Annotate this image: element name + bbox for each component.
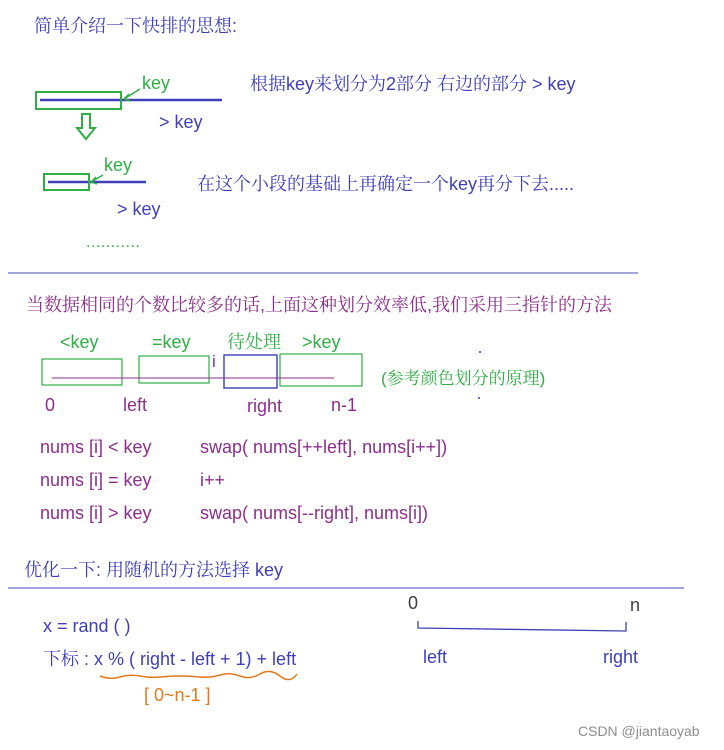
ellipsis: ...........	[86, 234, 141, 251]
key-label-mid: key	[104, 155, 133, 175]
key-label-top: key	[142, 73, 171, 93]
axis-end-bottom: right	[603, 647, 639, 667]
rand-line: x = rand ( )	[43, 616, 131, 636]
index-zero: 0	[45, 395, 56, 415]
region-gt-box	[280, 354, 362, 386]
desc-mid: 在这个小段的基础上再确定一个key再分下去.....	[197, 174, 575, 194]
region-lt-box	[42, 359, 122, 385]
axis-end-top: n	[630, 595, 641, 615]
color-partition-note: (参考颜色划分的原理)	[381, 369, 546, 388]
page-title: 简单介绍一下快排的思想:	[34, 16, 237, 36]
random-heading: 优化一下: 用随机的方法选择 key	[24, 560, 284, 580]
watermark: CSDN @jiantaoyab	[578, 723, 700, 739]
index-n1: n-1	[331, 395, 358, 415]
down-arrow-icon	[77, 114, 95, 139]
gt-key-label-top: > key	[159, 112, 203, 132]
desc-top: 根据key来划分为2部分 右边的部分 > key	[250, 74, 576, 94]
rule-action: swap( nums[++left], nums[i++])	[200, 437, 448, 457]
rule-action: i++	[200, 470, 226, 490]
three-pointer-heading: 当数据相同的个数比较多的话,上面这种划分效率低,我们采用三指针的方法	[26, 295, 612, 315]
label-gt-key: >key	[302, 332, 341, 352]
label-eq-key: =key	[152, 332, 191, 352]
index-formula: 下标 : x % ( right - left + 1) + left	[43, 649, 297, 669]
rule-cond: nums [i] > key	[40, 503, 152, 523]
range-bracket	[418, 621, 626, 631]
i-marker: i	[212, 352, 216, 371]
rule-cond: nums [i] < key	[40, 437, 152, 457]
label-todo: 待处理	[227, 332, 281, 352]
rule-action: swap( nums[--right], nums[i])	[200, 503, 429, 523]
range-label: [ 0~n-1 ]	[144, 685, 211, 705]
axis-start-bottom: left	[423, 647, 448, 667]
gt-key-label-mid: > key	[117, 199, 161, 219]
index-left: left	[123, 395, 148, 415]
label-lt-key: <key	[60, 332, 99, 352]
rule-cond: nums [i] = key	[40, 470, 152, 490]
axis-start-top: 0	[408, 593, 419, 613]
region-eq-box	[139, 356, 209, 383]
underline-squiggle	[100, 671, 297, 679]
index-right: right	[247, 396, 283, 416]
region-todo-box	[224, 355, 277, 388]
